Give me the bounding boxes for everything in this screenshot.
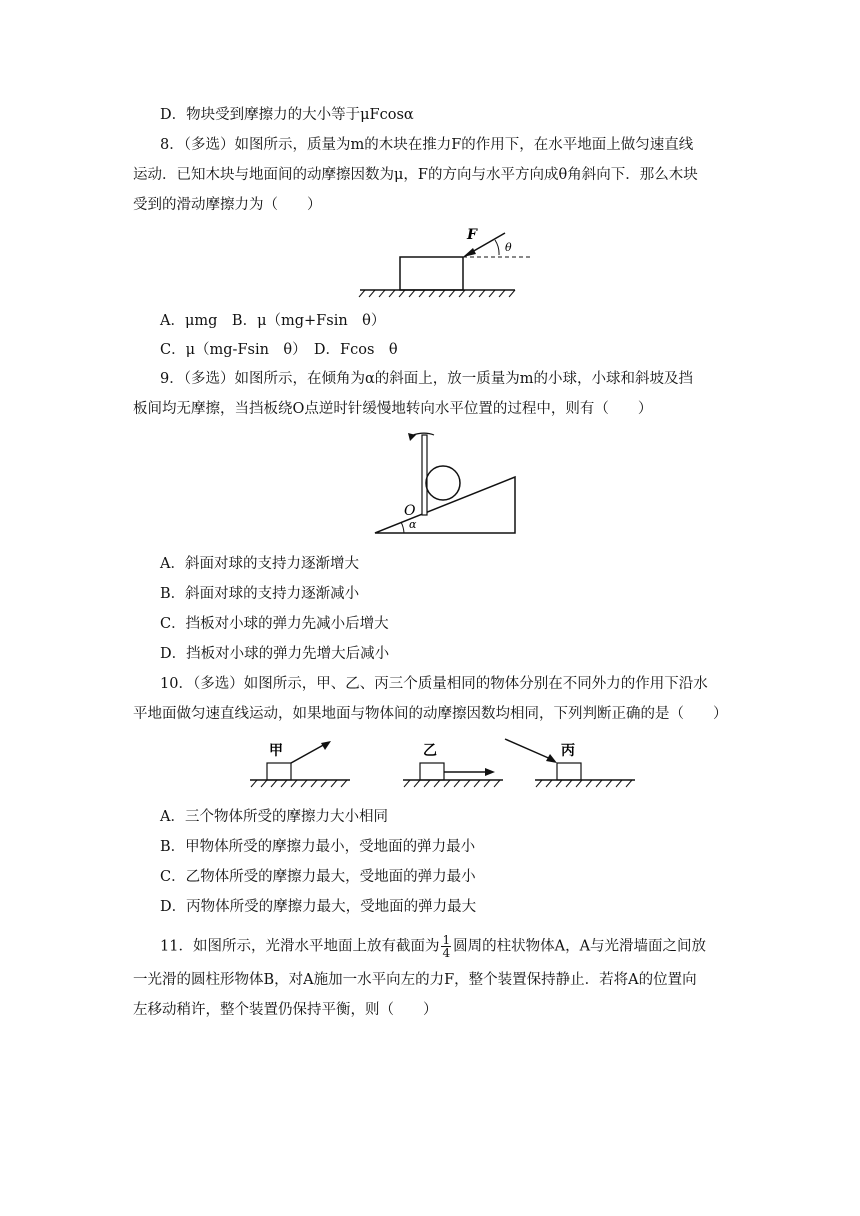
q10-label-bing: 丙 [561, 743, 575, 759]
q9-baffle [422, 435, 427, 515]
q9-option-b: B．斜面对球的支持力逐渐减小 [160, 586, 360, 602]
q8-force-label: F [467, 227, 477, 243]
q9-pivot-label: O [404, 503, 416, 519]
q7-option-d: D．物块受到摩擦力的大小等于μFcosα [160, 107, 414, 123]
q10-figure [245, 733, 785, 793]
q9-option-d: D．挡板对小球的弹力先增大后减小 [160, 646, 390, 662]
q9-stem-line-1: 9．（多选）如图所示，在倾角为α的斜面上，放一质量为m的小球，小球和斜坡及挡 [160, 371, 694, 387]
q9-option-c: C．挡板对小球的弹力先减小后增大 [160, 616, 389, 632]
q10-label-jia: 甲 [269, 743, 283, 759]
q9-figure [370, 425, 520, 537]
q9-ball [426, 466, 460, 500]
q8-stem-line-2: 运动．已知木块与地面间的动摩擦因数为μ，F的方向与水平方向成θ角斜向下．那么木块 [133, 167, 698, 183]
q11-fraction [441, 934, 451, 959]
q10-option-b: B．甲物体所受的摩擦力最小，受地面的弹力最小 [160, 839, 476, 855]
q9-angle-label: α [409, 518, 417, 531]
q11-stem-line-1 [160, 934, 706, 959]
q11-stem-line-3: 左移动稍许，整个装置仍保持平衡，则（ ） [133, 1002, 438, 1018]
q9-incline [375, 477, 515, 533]
q8-stem-line-3: 受到的滑动摩擦力为（ ） [133, 197, 322, 213]
q8-options-ab: A．μmg B．μ（mg+Fsin θ） [160, 313, 386, 329]
q8-figure [355, 225, 535, 300]
q8-options-cd: C．μ（mg-Fsin θ） D．Fcos θ [160, 342, 398, 358]
q8-angle-label: θ [505, 241, 512, 254]
q10-block-jia [267, 763, 291, 780]
q9-stem-line-2: 板间均无摩擦，当挡板绕O点逆时针缓慢地转向水平位置的过程中，则有（ ） [133, 401, 653, 417]
q8-block [400, 257, 463, 290]
q10-option-a: A．三个物体所受的摩擦力大小相同 [160, 809, 388, 825]
q10-stem-line-1: 10．（多选）如图所示，甲、乙、丙三个质量相同的物体分别在不同外力的作用下沿水 [160, 676, 708, 692]
q8-stem-line-1: 8．（多选）如图所示，质量为m的木块在推力F的作用下，在水平地面上做匀速直线 [160, 137, 694, 153]
q9-option-a: A．斜面对球的支持力逐渐增大 [160, 556, 359, 572]
q11-fraction-numerator: 1 [442, 933, 451, 947]
q11-line1-post: 圆周的柱状物体A，A与光滑墙面之间放 [453, 938, 707, 955]
q10-block-yi [420, 763, 444, 780]
q10-option-d: D．丙物体所受的摩擦力最大，受地面的弹力最大 [160, 899, 477, 915]
q10-stem-line-2: 平地面做匀速直线运动，如果地面与物体间的动摩擦因数均相同，下列判断正确的是（ ） [133, 706, 728, 722]
q11-line1-pre: 11．如图所示，光滑水平地面上放有截面为 [160, 938, 440, 955]
q11-fraction-denominator: 4 [442, 946, 451, 960]
q10-option-c: C．乙物体所受的摩擦力最大，受地面的弹力最小 [160, 869, 476, 885]
q11-stem-line-2: 一光滑的圆柱形物体B，对A施加一水平向左的力F，整个装置保持静止．若将A的位置向 [133, 972, 697, 988]
q10-block-bing [557, 763, 581, 780]
q10-label-yi: 乙 [423, 743, 437, 759]
